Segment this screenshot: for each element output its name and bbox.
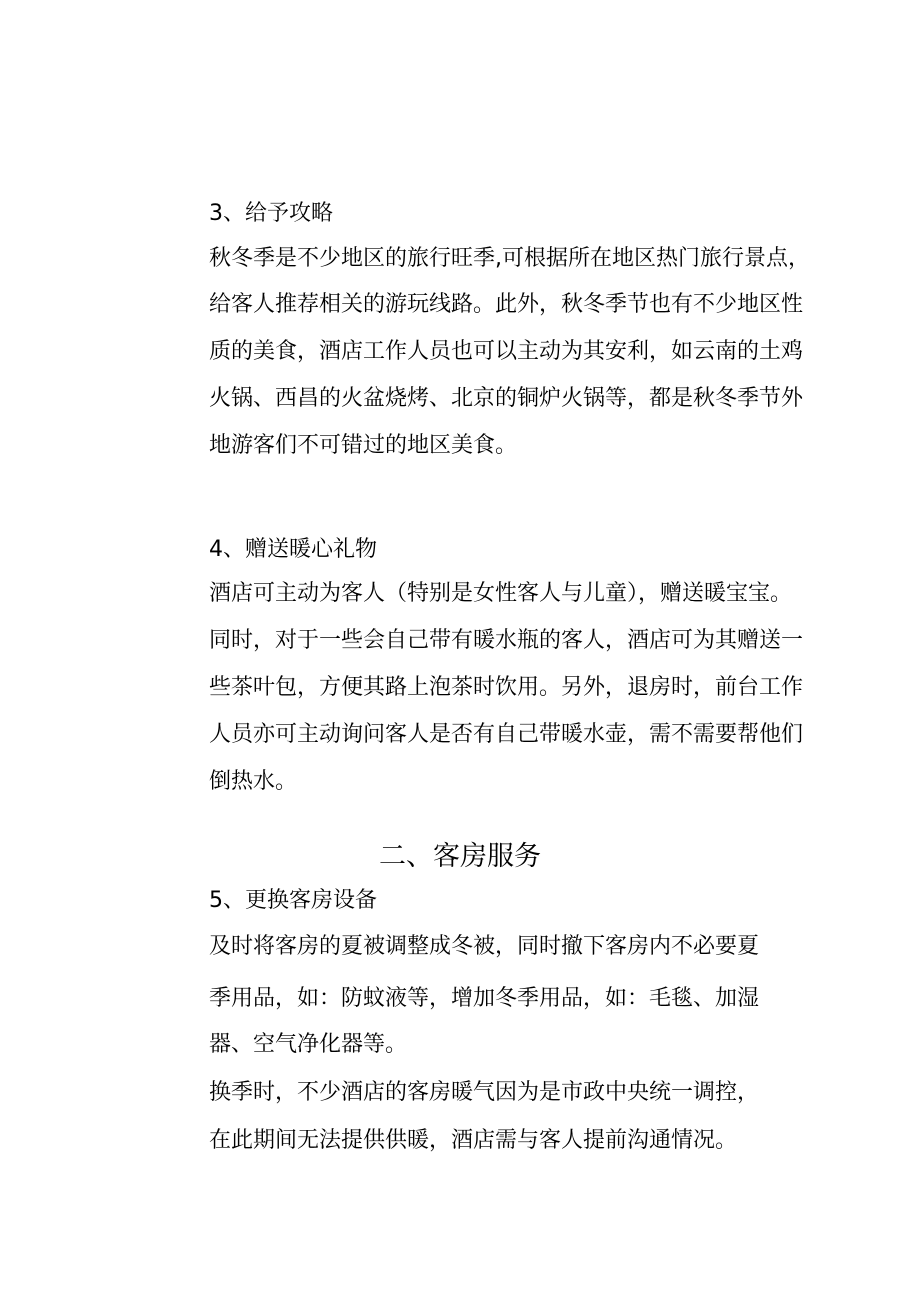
section-3-line-2: 给客人推荐相关的游玩线路。此外，秋冬季节也有不少地区性	[209, 292, 804, 317]
section-3-line-5: 地游客们不可错过的地区美食。	[209, 433, 518, 458]
section-5-line-4: 换季时，不少酒店的客房暖气因为是市政中央统一调控，	[209, 1080, 760, 1105]
section-3-line-4: 火锅、西昌的火盆烧烤、北京的铜炉火锅等，都是秋冬季节外	[209, 386, 804, 411]
section-4-line-2: 同时，对于一些会自己带有暖水瓶的客人，酒店可为其赠送一	[209, 628, 804, 653]
section-3-line-3: 质的美食，酒店工作人员也可以主动为其安利，如云南的土鸡	[209, 339, 804, 364]
section-4-line-5: 倒热水。	[209, 769, 298, 794]
section-5-line-1: 及时将客房的夏被调整成冬被，同时撤下客房内不必要夏	[209, 934, 760, 959]
section-5-heading: 5、更换客房设备	[209, 888, 377, 913]
section-3-heading: 3、给予攻略	[209, 201, 333, 226]
section-4-line-4: 人员亦可主动询问客人是否有自己带暖水壶，需不需要帮他们	[209, 722, 804, 747]
chapter-2-title: 二、客房服务	[379, 841, 541, 872]
section-5-line-3: 器、空气净化器等。	[209, 1032, 408, 1057]
section-4-line-1: 酒店可主动为客人（特别是女性客人与儿童），赠送暖宝宝。	[209, 581, 793, 606]
section-4-line-3: 些茶叶包，方便其路上泡茶时饮用。另外，退房时，前台工作	[209, 675, 804, 700]
section-5-line-5: 在此期间无法提供供暖，酒店需与客人提前沟通情况。	[209, 1128, 738, 1153]
section-4-heading: 4、赠送暖心礼物	[209, 537, 377, 562]
section-3-line-1: 秋冬季是不少地区的旅行旺季,可根据所在地区热门旅行景点，	[209, 246, 810, 271]
section-5-line-2: 季用品，如：防蚊液等，增加冬季用品，如：毛毯、加湿	[209, 986, 760, 1011]
